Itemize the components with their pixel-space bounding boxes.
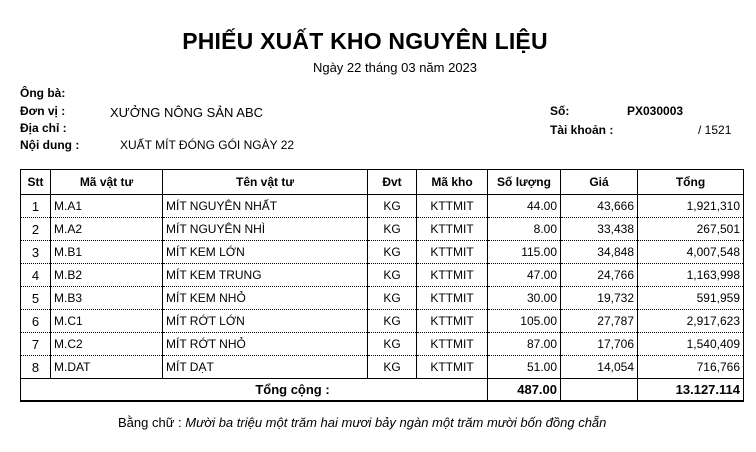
cell-ten-vat-tu: MÍT RỚT NHỎ (163, 333, 368, 356)
cell-tong: 267,501 (638, 218, 744, 241)
cell-tong: 591,959 (638, 287, 744, 310)
header-ma-vat-tu: Mã vật tư (51, 170, 163, 195)
don-vi-value: XƯỞNG NÔNG SẢN ABC (110, 105, 263, 120)
table-row (21, 287, 744, 310)
cell-tong: 2,917,623 (638, 310, 744, 333)
cell-ma-kho: KTTMIT (417, 310, 488, 333)
total-quantity: 487.00 (488, 379, 561, 401)
amount-in-words-label: Bằng chữ : (118, 415, 182, 430)
cell-dvt: KG (368, 287, 417, 310)
cell-ma-vat-tu: M.A2 (51, 218, 163, 241)
dia-chi-label: Địa chỉ : (20, 121, 67, 135)
cell-stt: 4 (21, 264, 51, 287)
cell-stt: 1 (21, 195, 51, 218)
cell-gia: 17,706 (561, 333, 638, 356)
cell-ma-vat-tu: M.B3 (51, 287, 163, 310)
total-price-empty (561, 379, 638, 401)
table-header-row (21, 170, 744, 195)
cell-gia: 34,848 (561, 241, 638, 264)
cell-dvt: KG (368, 310, 417, 333)
cell-stt: 6 (21, 310, 51, 333)
header-ma-kho: Mã kho (417, 170, 488, 195)
cell-tong: 4,007,548 (638, 241, 744, 264)
header-tong: Tổng (638, 170, 744, 195)
cell-stt: 7 (21, 333, 51, 356)
cell-tong: 716,766 (638, 356, 744, 379)
cell-dvt: KG (368, 241, 417, 264)
table-row (21, 241, 744, 264)
cell-ma-vat-tu: M.A1 (51, 195, 163, 218)
cell-ten-vat-tu: MÍT NGUYÊN NHÌ (163, 218, 368, 241)
header-stt: Stt (21, 170, 51, 195)
cell-ma-vat-tu: M.B2 (51, 264, 163, 287)
cell-dvt: KG (368, 195, 417, 218)
cell-ma-kho: KTTMIT (417, 264, 488, 287)
cell-ma-vat-tu: M.B1 (51, 241, 163, 264)
cell-ten-vat-tu: MÍT KEM LỚN (163, 241, 368, 264)
cell-tong: 1,540,409 (638, 333, 744, 356)
cell-dvt: KG (368, 356, 417, 379)
cell-ma-kho: KTTMIT (417, 241, 488, 264)
cell-ten-vat-tu: MÍT DẠT (163, 356, 368, 379)
cell-so-luong: 87.00 (488, 333, 561, 356)
table-row (21, 264, 744, 287)
cell-ma-kho: KTTMIT (417, 333, 488, 356)
noi-dung-label: Nội dung : (20, 138, 80, 152)
don-vi-label: Đơn vị : (20, 104, 66, 118)
tai-khoan-label: Tài khoản : (550, 123, 614, 137)
cell-stt: 3 (21, 241, 51, 264)
header-dvt: Đvt (368, 170, 417, 195)
cell-so-luong: 47.00 (488, 264, 561, 287)
table-row (21, 195, 744, 218)
cell-dvt: KG (368, 264, 417, 287)
cell-so-luong: 30.00 (488, 287, 561, 310)
document-title: PHIẾU XUẤT KHO NGUYÊN LIỆU (182, 28, 548, 54)
table-row (21, 356, 744, 379)
cell-ma-vat-tu: M.C2 (51, 333, 163, 356)
amount-in-words-value: Mười ba triệu một trăm hai mươi bảy ngàn một trăm mười bốn đồng chẵn (185, 415, 607, 430)
cell-ten-vat-tu: MÍT KEM TRUNG (163, 264, 368, 287)
so-value: PX030003 (627, 104, 684, 118)
cell-gia: 33,438 (561, 218, 638, 241)
cell-stt: 8 (21, 356, 51, 379)
cell-dvt: KG (368, 333, 417, 356)
cell-ten-vat-tu: MÍT KEM NHỎ (163, 287, 368, 310)
cell-stt: 5 (21, 287, 51, 310)
cell-so-luong: 115.00 (488, 241, 561, 264)
table-row (21, 310, 744, 333)
document-date: Ngày 22 tháng 03 năm 2023 (312, 60, 478, 75)
total-row (21, 379, 744, 401)
cell-stt: 2 (21, 218, 51, 241)
cell-tong: 1,921,310 (638, 195, 744, 218)
table-row (21, 333, 744, 356)
header-gia: Giá (561, 170, 638, 195)
ong-ba-label: Ông bà: (20, 86, 66, 100)
total-label: Tổng cộng : (21, 379, 488, 401)
cell-gia: 14,054 (561, 356, 638, 379)
cell-so-luong: 44.00 (488, 195, 561, 218)
cell-ma-vat-tu: M.C1 (51, 310, 163, 333)
header-ten-vat-tu: Tên vật tư (163, 170, 368, 195)
cell-ten-vat-tu: MÍT RỚT LỚN (163, 310, 368, 333)
cell-ma-kho: KTTMIT (417, 218, 488, 241)
amount-in-words (118, 415, 606, 430)
tai-khoan-value: / 1521 (698, 123, 732, 137)
cell-ma-vat-tu: M.DAT (51, 356, 163, 379)
header-so-luong: Số lượng (488, 170, 561, 195)
table-row (21, 218, 744, 241)
cell-ten-vat-tu: MÍT NGUYÊN NHẤT (163, 195, 368, 218)
cell-ma-kho: KTTMIT (417, 287, 488, 310)
cell-gia: 24,766 (561, 264, 638, 287)
noi-dung-value: XUẤT MÍT ĐÓNG GÓI NGÀY 22 (120, 138, 295, 152)
cell-so-luong: 51.00 (488, 356, 561, 379)
total-amount: 13.127.114 (638, 379, 744, 401)
cell-tong: 1,163,998 (638, 264, 744, 287)
cell-gia: 19,732 (561, 287, 638, 310)
cell-so-luong: 8.00 (488, 218, 561, 241)
cell-ma-kho: KTTMIT (417, 356, 488, 379)
cell-dvt: KG (368, 218, 417, 241)
cell-gia: 27,787 (561, 310, 638, 333)
cell-so-luong: 105.00 (488, 310, 561, 333)
items-table (20, 169, 744, 402)
cell-ma-kho: KTTMIT (417, 195, 488, 218)
so-label: Số: (550, 104, 570, 118)
cell-gia: 43,666 (561, 195, 638, 218)
